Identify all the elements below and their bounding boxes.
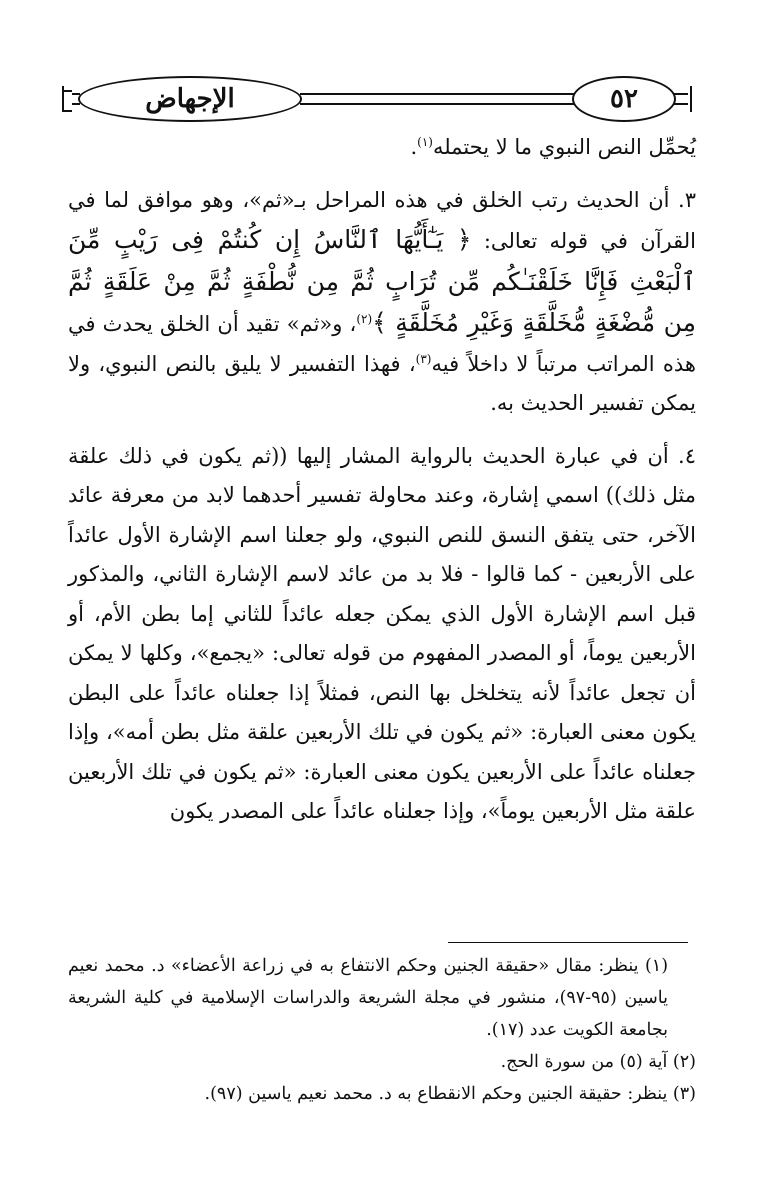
footnote-2-text: (٢) آية (٥) من سورة الحج. — [500, 1052, 696, 1072]
continuation-line — [68, 128, 696, 168]
item3-text-end: ، فهذا التفسير لا يليق بالنص النبوي، ولا يمكن تفسير الحديث به. — [68, 351, 696, 415]
page-header — [62, 72, 698, 128]
header-rule-left-bottom — [72, 103, 80, 105]
item4-text: ٤. أن في عبارة الحديث بالرواية المشار إليها ((ثم يكون في ذلك علقة مثل ذلك)) اسمي إشارة، وعند محاولة تفسير أحدهما لابد من معرفة عائد الآخر، حتى يتفق النسق للنص النبوي، ولو جعلنا اسم الإشارة الأول عائداً على الأربعين - كما قالوا - فلا بد من عائد لاسم الإشارة الثاني، والمذكور قبل اسم الإشارة الأول الذي يمكن جعله عائداً للثاني إما بطن الأم، أو الأربعين يوماً، أو المصدر المفهوم من قوله تعالى: «يجمع»، وكلها لا يمكن أن تجعل عائداً لأنه يتخلخل بها النص، فمثلاً إذا جعلناه عائداً على البطن يكون معنى العبارة: «ثم يكون في تلك الأربعين علقة مثل بطن أمه»، وإذا جعلناه عائداً على الأربعين يكون معنى العبارة: «ثم يكون في تلك الأربعين علقة مثل الأربعين يوماً»، وإذا جعلناه عائداً على المصدر يكون — [68, 443, 696, 823]
footnote-2 — [68, 1046, 696, 1078]
header-rule-right-bottom — [674, 103, 688, 105]
footnote-1 — [68, 950, 696, 1046]
header-rule-middle-bottom — [300, 103, 574, 105]
header-left-end-cap — [64, 90, 72, 112]
footnote-ref-2: (٢) — [356, 312, 373, 326]
footnote-separator — [448, 942, 688, 943]
quran-verse: ﴿ يَـٰٓأَيُّهَا ٱلنَّاسُ إِن كُنتُمْ فِى رَيْبٍ مِّنَ ٱلْبَعْثِ فَإِنَّا خَلَقْنَـٰكُم مِّن تُرَابٍ ثُمَّ مِن نُّطْفَةٍ ثُمَّ مِنْ عَلَقَةٍ ثُمَّ مِن مُّضْغَةٍ مُّخَلَّقَةٍ وَغَيْرِ مُخَلَّقَةٍ ﴾ — [68, 225, 696, 337]
page-number: ٥٢ — [610, 84, 638, 114]
item3-text-start: ٣. أن الحديث رتب الخلق في هذه المراحل بـ«ثم»، وهو موافق لما في القرآن في قوله تعالى: — [68, 187, 696, 253]
footnote-3-text: (٣) ينظر: حقيقة الجنين وحكم الانقطاع به د. محمد نعيم ياسين (٩٧). — [204, 1084, 696, 1104]
body-text — [68, 128, 696, 832]
header-right-end-bar — [690, 86, 692, 112]
header-rule-right-top — [674, 93, 688, 95]
list-item-3 — [68, 181, 696, 424]
header-rule-middle-top — [300, 93, 574, 95]
header-title-oval — [78, 76, 302, 122]
item3-text-middle: ، و«ثم» تقيد أن الخلق يحدث في هذه المراتب مرتباً لا داخلاً فيه — [68, 312, 696, 376]
list-item-4 — [68, 437, 696, 832]
footnotes — [68, 950, 696, 1110]
footnote-ref-1: (١) — [417, 135, 433, 149]
footnote-ref-3: (٣) — [415, 351, 432, 366]
page-title: الإجهاض — [145, 84, 235, 114]
continuation-text: يُحمِّل النص النبوي ما لا يحتمله — [432, 135, 696, 159]
footnote-3 — [68, 1078, 696, 1110]
continuation-end: . — [410, 135, 418, 159]
footnote-1-text: (١) ينظر: مقال «حقيقة الجنين وحكم الانتفاع به في زراعة الأعضاء» د. محمد نعيم ياسين (٩٥-٩٧)، منشور في مجلة الشريعة والدراسات الإسلامية في كلية الشريعة بجامعة الكويت عدد (١٧). — [68, 956, 669, 1040]
page-number-oval — [572, 76, 676, 122]
